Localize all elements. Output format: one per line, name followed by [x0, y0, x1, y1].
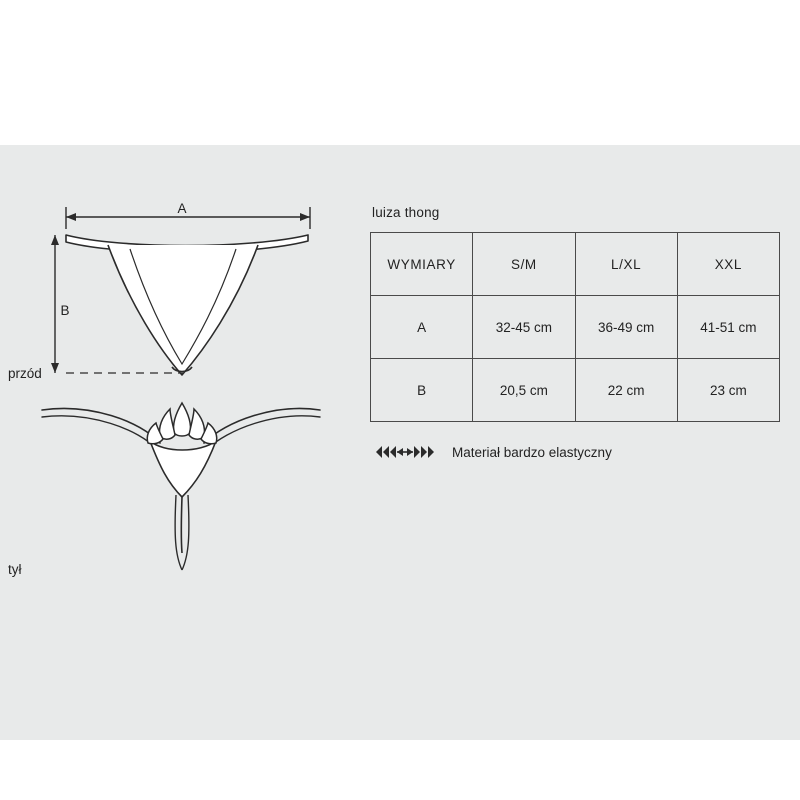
table-cell: B — [371, 359, 473, 422]
elasticity-note — [372, 444, 790, 460]
table-cell: 41-51 cm — [677, 296, 779, 359]
table-cell: 36-49 cm — [575, 296, 677, 359]
table-header-row — [371, 233, 780, 296]
measurements-section — [370, 205, 790, 460]
size-table — [370, 232, 780, 422]
dimension-b-label: B — [60, 303, 70, 318]
table-header-cell: WYMIARY — [371, 233, 473, 296]
table-header-cell: L/XL — [575, 233, 677, 296]
table-row — [371, 359, 780, 422]
table-header-cell: XXL — [677, 233, 779, 296]
table-header-cell: S/M — [473, 233, 575, 296]
front-view-label: przód — [8, 366, 42, 381]
table-cell: 22 cm — [575, 359, 677, 422]
garment-diagram — [0, 145, 360, 740]
table-cell: 23 cm — [677, 359, 779, 422]
table-cell: 20,5 cm — [473, 359, 575, 422]
size-chart-panel — [0, 145, 800, 740]
table-cell: 32-45 cm — [473, 296, 575, 359]
dimension-a-label-top: A — [177, 201, 187, 216]
table-cell: A — [371, 296, 473, 359]
stretch-arrows-icon — [372, 444, 438, 460]
product-name: luiza thong — [372, 205, 440, 220]
table-row — [371, 296, 780, 359]
elasticity-text: Materiał bardzo elastyczny — [452, 444, 612, 460]
back-view-label: tył — [8, 562, 22, 577]
